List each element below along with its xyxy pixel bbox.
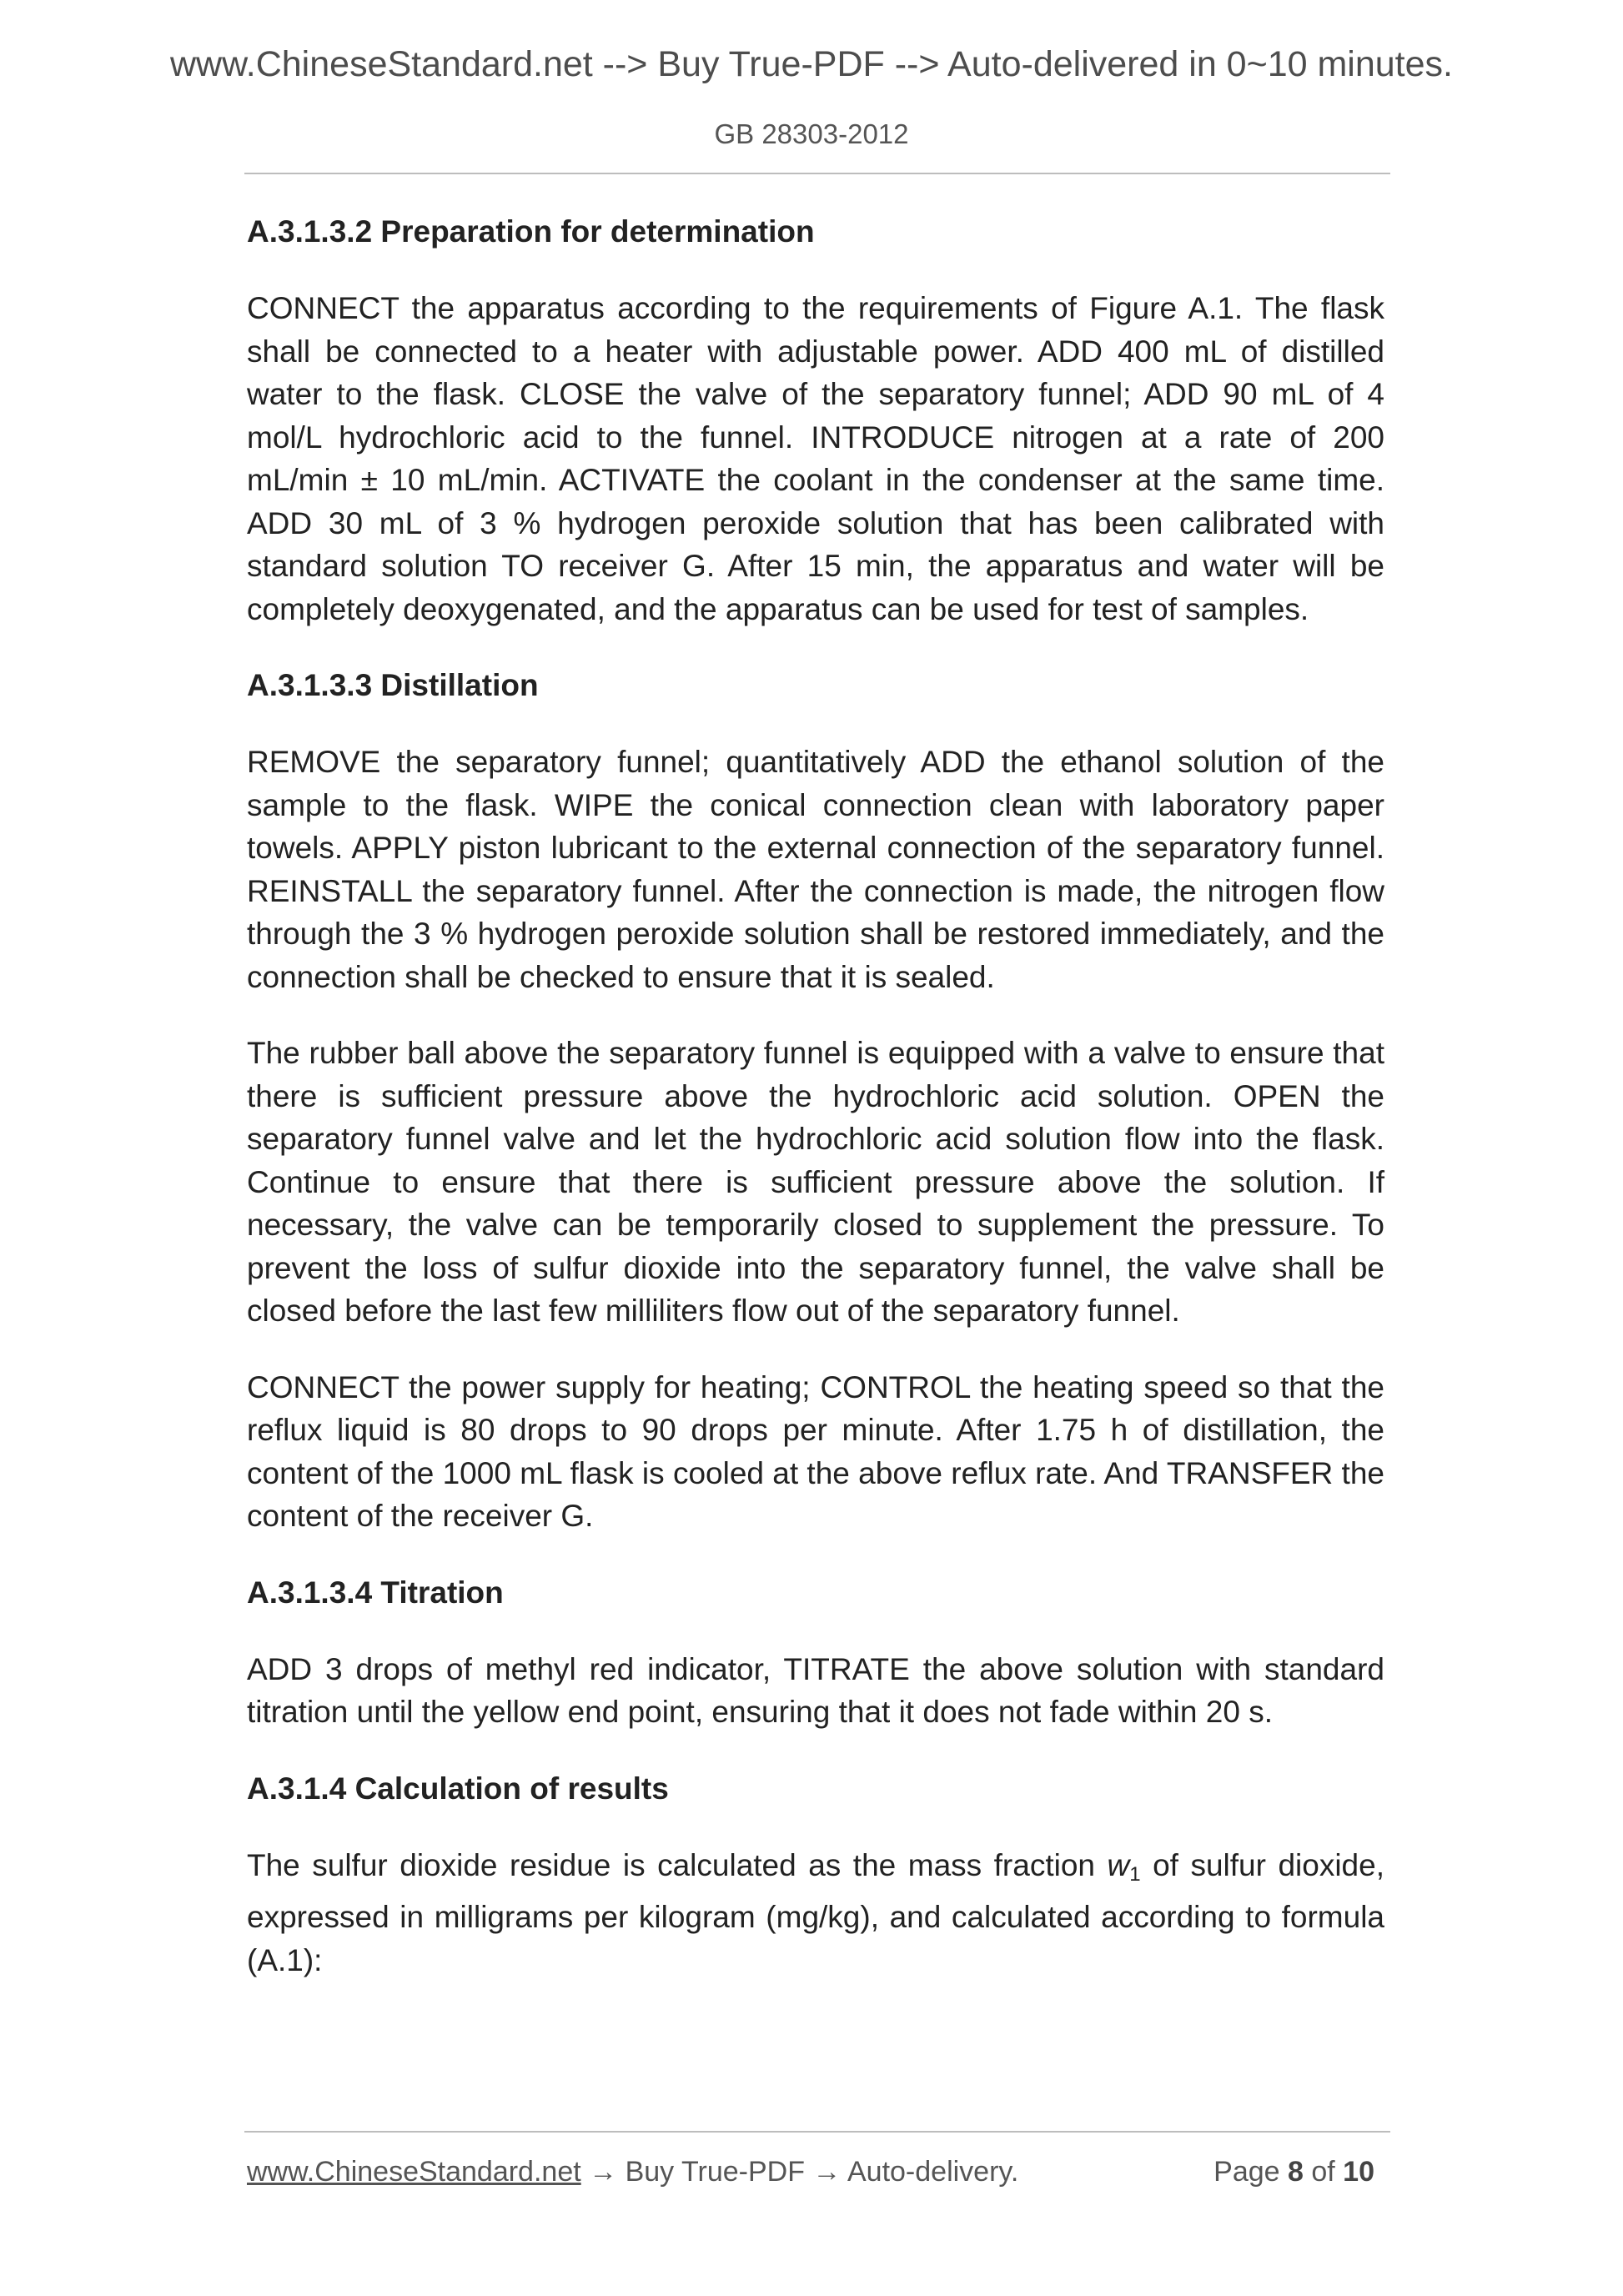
- mass-fraction-symbol: w: [1107, 1847, 1130, 1882]
- section-heading-calculation: A.3.1.4 Calculation of results: [247, 1771, 669, 1806]
- section-heading-titration: A.3.1.3.4 Titration: [247, 1575, 504, 1610]
- paragraph-distillation-1: REMOVE the separatory funnel; quantitatively ADD the ethanol solution of the sample to the flask. WIPE the conical connection clean with laboratory paper towels. APPLY piston lubricant to the external connection of the separatory funnel. REINSTALL the separatory funnel. After the connection is made, the nitrogen flow through the 3 % hydrogen peroxide solution shall be restored immediately, and the connection shall be checked to ensure that it is sealed.: [247, 745, 1384, 994]
- footer-left: [247, 2156, 1018, 2188]
- document-body: [247, 210, 1384, 2015]
- paragraph-distillation-3: CONNECT the power supply for heating; CONTROL the heating speed so that the reflux liquid is 80 drops to 90 drops per minute. After 1.75 h of distillation, the content of the 1000 mL flask is cooled at the above reflux rate. And TRANSFER the content of the receiver G.: [247, 1369, 1384, 1533]
- paragraph-calculation: [247, 1844, 1384, 1982]
- page-number: 8: [1288, 2156, 1304, 2188]
- footer-site-link[interactable]: www.ChineseStandard.net: [247, 2156, 581, 2188]
- footer-divider: [244, 2131, 1390, 2133]
- paragraph-titration: ADD 3 drops of methyl red indicator, TITRATE the above solution with standard titration until the yellow end point, ensuring that it does not fade within 20 s.: [247, 1651, 1384, 1729]
- of-label: of: [1303, 2156, 1344, 2188]
- paragraph-preparation: CONNECT the apparatus according to the requirements of Figure A.1. The flask shall be connected to a heater with adjustable power. ADD 400 mL of distilled water to the flask. CLOSE the valve of the separatory funnel; ADD 90 mL of 4 mol/L hydrochloric acid to the funnel. INTRODUCE nitrogen at a rate of 200 mL/min ± 10 mL/min. ACTIVATE the coolant in the condenser at the same time. ADD 30 mL of 3 % hydrogen peroxide solution that has been calibrated with standard solution TO receiver G. After 15 min, the apparatus and water will be completely deoxygenated, and the apparatus can be used for test of samples.: [247, 291, 1384, 626]
- paragraph-distillation-2: The rubber ball above the separatory funnel is equipped with a valve to ensure that there is sufficient pressure above the hydrochloric acid solution. OPEN the separatory funnel valve and let the hydrochloric acid solution flow into the flask. Continue to ensure that there is sufficient pressure above the solution. If necessary, the valve can be temporarily closed to supplement the pressure. To prevent the loss of sulfur dioxide into the separatory funnel, the valve shall be closed before the last few milliliters flow out of the separatory funnel.: [247, 1036, 1384, 1328]
- page-label: Page: [1213, 2156, 1288, 2188]
- mass-fraction-subscript: 1: [1129, 1862, 1141, 1886]
- header-divider: [244, 173, 1390, 174]
- footer-tagline: → Buy True-PDF → Auto-delivery.: [580, 2156, 1019, 2188]
- calc-text-before: The sulfur dioxide residue is calculated as the mass fraction: [247, 1847, 1108, 1882]
- page-indicator: [1213, 2156, 1374, 2188]
- site-banner: www.ChineseStandard.net --> Buy True-PDF --> Auto-delivered in 0~10 minutes.: [169, 44, 1453, 84]
- section-heading-distillation: A.3.1.3.3 Distillation: [247, 668, 539, 702]
- calc-text-after: of sulfur dioxide, expressed in milligrams per kilogram (mg/kg), and calculated according to formula (A.1):: [247, 1847, 1384, 1977]
- document-code: GB 28303-2012: [714, 118, 909, 149]
- page-total: 10: [1343, 2156, 1374, 2188]
- section-heading-preparation: A.3.1.3.2 Preparation for determination: [247, 214, 815, 249]
